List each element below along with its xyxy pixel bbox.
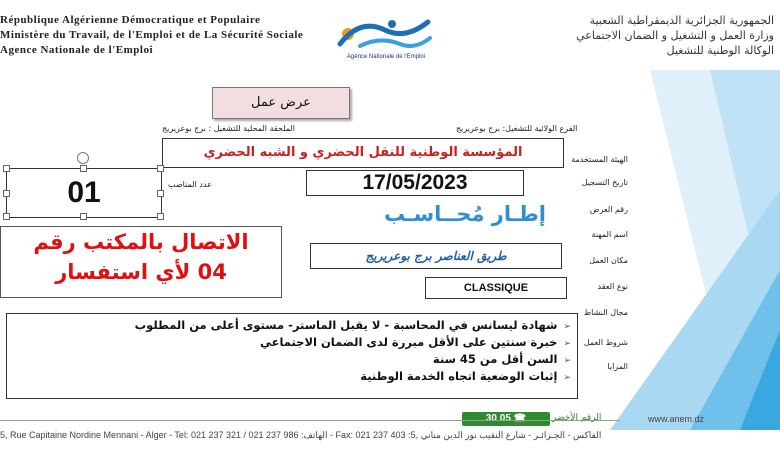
contact-line-2: 04 لأي استفسار	[55, 260, 227, 284]
label-activity-field: مجال النشاط	[583, 308, 628, 317]
header-fr-line-2: Ministère du Travail, de l'Emploi et de La Sécurité Sociale	[0, 29, 304, 41]
resize-handle[interactable]	[3, 190, 10, 197]
header-fr-line-3: Agence Nationale de l'Emploi	[0, 44, 154, 56]
header-ar-line-3: الوكالة الوطنية للتشغيل	[666, 44, 774, 57]
contract-type-field: CLASSIQUE	[425, 277, 567, 299]
registration-date-field: 17/05/2023	[306, 170, 524, 196]
resize-handle[interactable]	[80, 165, 87, 172]
label-registration-date: تاريخ التسجيل	[581, 178, 628, 187]
arrow-icon: ➢	[563, 373, 571, 383]
label-benefits: المزايا	[607, 362, 628, 371]
footer-address: 5, Rue Capitaine Nordine Mennani - Alger - Tel: 021 237 321 / 021 237 986 :الهاتف - Fax: 021 237 403 :الفاكس - الجـزائـر - شارع النقيب نور الدين مناني ,5	[0, 430, 602, 440]
label-contract-type: نوع العقد	[597, 282, 628, 291]
resize-handle[interactable]	[157, 213, 164, 220]
header-ar-line-1: الجمهورية الجزائرية الديمقراطية الشعبية	[589, 14, 774, 27]
conditions-box	[6, 313, 578, 399]
resize-handle[interactable]	[157, 190, 164, 197]
resize-handle[interactable]	[157, 165, 164, 172]
green-number-label: الرقم الأخضر	[552, 413, 602, 423]
local-agency: الملحقة المحلية للتشغيل : برج بوعريريج	[162, 124, 295, 133]
arrow-icon: ➢	[563, 339, 571, 349]
list-item: ➢السن أقل من 45 سنة	[432, 352, 571, 366]
header-ar-line-2: وزارة العمل و التشغيل و الضمان الاجتماعي	[576, 29, 774, 42]
conditions-list	[135, 318, 571, 386]
footer-divider	[0, 420, 620, 421]
list-item: ➢إثبات الوضعية اتجاه الخدمة الوطنية	[360, 369, 571, 383]
positions-label: عدد المناصب	[168, 180, 212, 189]
green-number-badge: 30 05 ☎	[462, 412, 550, 426]
label-offer-number: رقم العرض	[589, 205, 628, 214]
label-employer: الهيئة المستخدمة	[571, 155, 628, 164]
header-fr-line-1: République Algérienne Démocratique et Populaire	[0, 14, 261, 26]
list-item: ➢خبرة سنتين على الأقل مبررة لدى الضمان الاجتماعي	[259, 335, 571, 349]
employer-field: المؤسسة الوطنية للنقل الحضري و الشبه الحضري	[162, 138, 564, 168]
label-job-name: اسم المهنة	[591, 230, 628, 239]
job-title: إطـار مُحــاسـب	[384, 202, 546, 226]
resize-handle[interactable]	[80, 213, 87, 220]
arrow-icon: ➢	[563, 322, 571, 332]
job-offer-title: عرض عمل	[212, 87, 350, 119]
rotate-handle[interactable]	[77, 152, 89, 164]
work-place-field: طريق العناصر برج بوعريريج	[310, 243, 562, 269]
decorative-shapes	[590, 70, 780, 430]
logo-caption: Agence Nationale de l'Emploi	[346, 54, 426, 60]
contact-notice	[0, 226, 282, 298]
contact-line-1: الاتصال بالمكتب رقم	[33, 230, 249, 254]
positions-count-field[interactable]: 01	[6, 168, 162, 218]
resize-handle[interactable]	[3, 165, 10, 172]
website-url[interactable]: www.anem.dz	[648, 414, 705, 424]
label-work-conditions: شروط العمل	[583, 338, 628, 347]
resize-handle[interactable]	[3, 213, 10, 220]
list-item: ➢شهادة ليسانس في المحاسبة - لا يقبل الماستر- مستوى أعلى من المطلوب	[134, 318, 571, 332]
label-work-place: مكان العمل	[589, 256, 628, 265]
arrow-icon: ➢	[563, 356, 571, 366]
regional-branch: الفرع الولائية للتشغيل: برج بوعريريج	[456, 124, 578, 133]
